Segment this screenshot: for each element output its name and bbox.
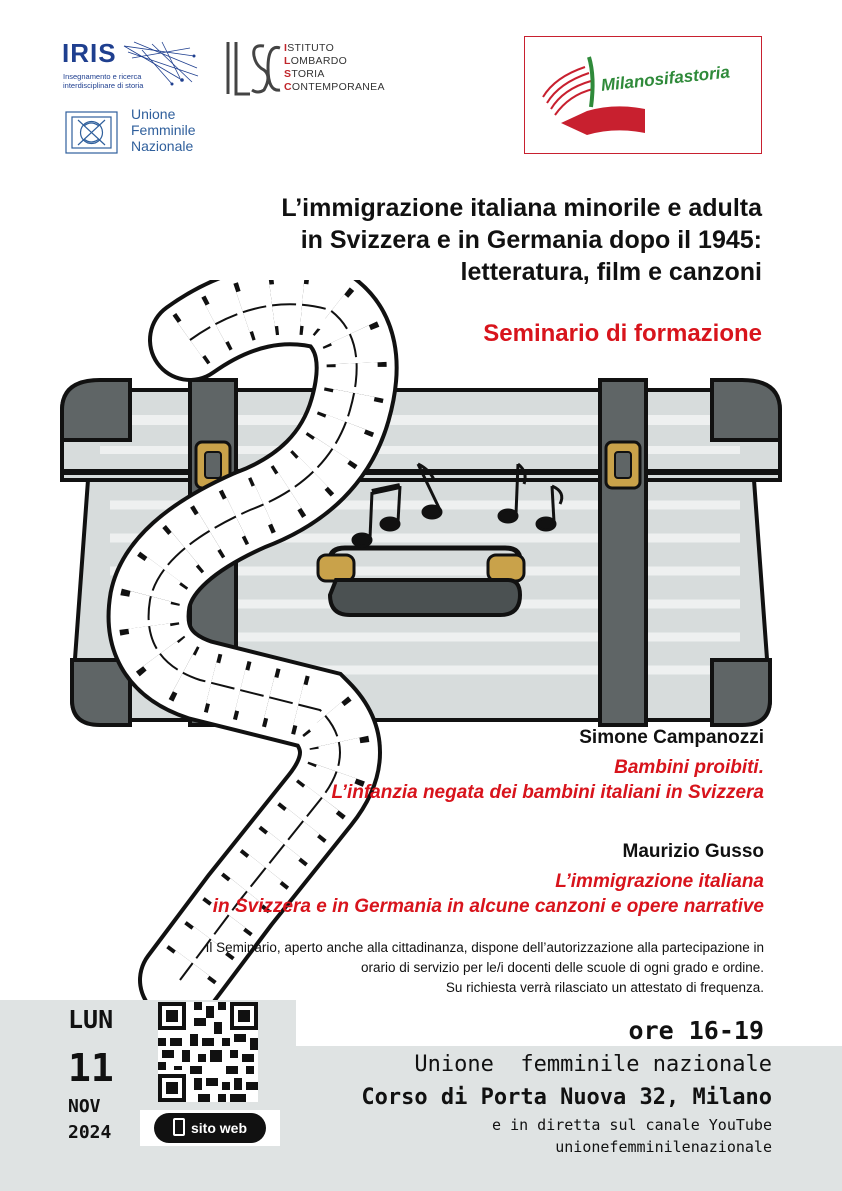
notice-text	[44, 938, 764, 998]
speaker-2-talk-line-2: in Svizzera e in Germania in alcune canzoni e opere narrative	[212, 896, 764, 917]
ufn-logo-text	[131, 106, 196, 154]
milanosifastoria-logo	[524, 36, 762, 154]
ilsc-monogram-icon	[224, 40, 282, 96]
event-time: ore 16-19	[628, 1016, 764, 1045]
date-weekday: LUN	[68, 1005, 114, 1034]
notice-line-1: Il Seminario, aperto anche alla cittadinanza, dispone dell’autorizzazione alla partecipazione in	[205, 940, 764, 955]
phone-icon	[173, 1118, 185, 1136]
iris-logo-text: IRIS	[62, 38, 117, 68]
page-title	[142, 192, 762, 288]
title-line-2: in Svizzera e in Germania dopo il 1945:	[300, 226, 762, 254]
website-button-label: sito web	[190, 1120, 247, 1136]
venue-live-stream: e in diretta sul canale YouTube	[492, 1116, 772, 1134]
website-button[interactable]	[154, 1113, 266, 1143]
speaker-1-talk-line-2: L’infanzia negata dei bambini italiani in Svizzera	[331, 782, 764, 803]
date-day-number: 11	[68, 1046, 114, 1090]
speaker-1-talk-line-1: Bambini proibiti.	[614, 757, 764, 778]
date-month: NOV	[68, 1096, 101, 1117]
speaker-2-talk	[44, 869, 764, 919]
notice-line-3: Su richiesta verrà rilasciato un attestato di frequenza.	[445, 980, 764, 995]
title-line-3: letteratura, film e canzoni	[460, 258, 762, 286]
speaker-1-talk	[164, 755, 764, 805]
venue-name: Unione femminile nazionale	[414, 1052, 772, 1077]
ilsc-logo-text	[284, 42, 385, 94]
speaker-2-talk-line-1: L’immigrazione italiana	[555, 871, 764, 892]
milanosifastoria-book-icon	[525, 37, 761, 153]
youtube-channel[interactable]: unionefemminilenazionale	[555, 1138, 772, 1156]
date-year: 2024	[68, 1122, 112, 1143]
speaker-1-name: Simone Campanozzi	[579, 727, 764, 748]
page-subtitle: Seminario di formazione	[483, 320, 762, 347]
ufn-emblem-icon	[64, 110, 119, 155]
ufn-line-2: Femminile	[131, 122, 196, 138]
ufn-line-1: Unione	[131, 106, 176, 122]
notice-line-2: orario di servizio per le/i docenti delle scuole di ogni grado e ordine.	[361, 960, 764, 975]
ilsc-line-3: STORIA	[284, 68, 325, 80]
title-line-1: L’immigrazione italiana minorile e adulta	[281, 194, 762, 222]
ufn-line-3: Nazionale	[131, 138, 194, 154]
qr-code-icon[interactable]	[158, 1002, 258, 1102]
milanosifastoria-logo-text: Milanosifastoria	[600, 62, 731, 95]
speaker-2-name: Maurizio Gusso	[622, 841, 764, 862]
venue-address: Corso di Porta Nuova 32, Milano	[361, 1085, 772, 1110]
ilsc-line-1: ISTITUTO	[284, 42, 335, 54]
ilsc-line-4: CONTEMPORANEA	[284, 81, 385, 93]
ilsc-line-2: LOMBARDO	[284, 55, 348, 67]
iris-logo-subtitle: Insegnamento e ricerca interdisciplinare di storia	[63, 72, 144, 90]
